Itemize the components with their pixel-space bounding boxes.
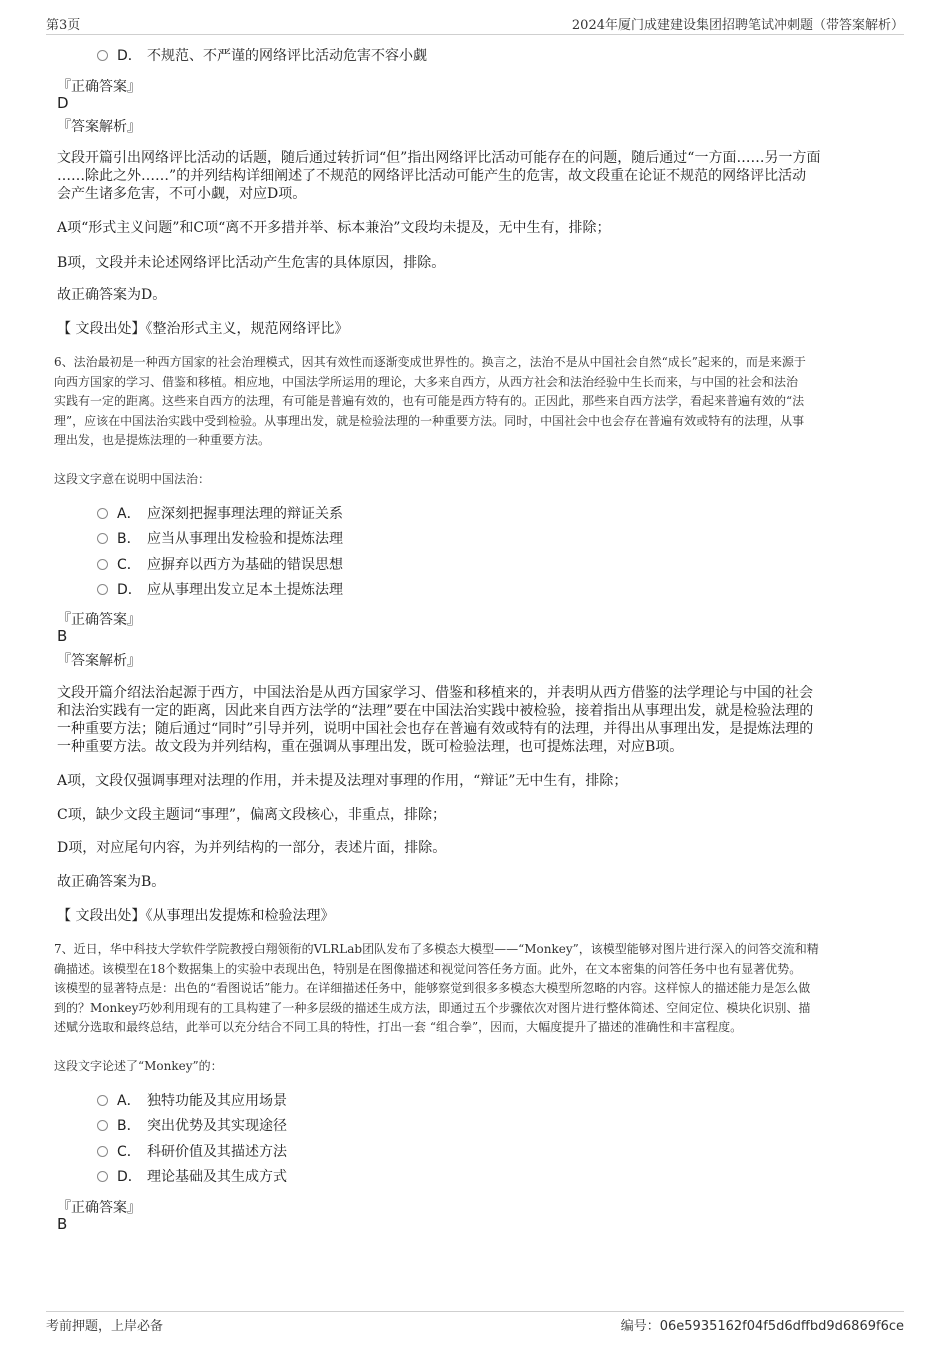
q6-note-a: A项，文段仅强调事理对法理的作用，并未提及法理对事理的作用，“辩证”无中生有，排除； <box>57 773 628 789</box>
q5-analysis-label: 『答案解析』 <box>57 119 141 135</box>
analysis-line: 一种重要方法。故文段为并列结构，重在强调从事理出发，既可检验法理，也可提炼法理，对应B项。 <box>57 739 684 755</box>
radio-icon[interactable] <box>97 1146 108 1157</box>
page-header <box>46 12 904 35</box>
q5-note-b: B项，文段并未论述网络评比活动产生危害的具体原因，排除。 <box>57 255 446 271</box>
stem-line: 理”，应该在中国法治实践中受到检验。从事理出发，就是检验法理的一种重要方法。同时，中国社会中也会存在普遍有效或特有的法理，从事 <box>54 413 805 428</box>
q5-conclusion: 故正确答案为D。 <box>57 287 167 303</box>
q7-stem <box>54 940 899 1038</box>
q6-source: 【 文段出处】《从事理出发提炼和检验法理》 <box>57 908 335 924</box>
q5-source: 【 文段出处】《整治形式主义，规范网络评比》 <box>57 321 349 337</box>
analysis-line: 文段开篇引出网络评比活动的话题，随后通过转折词“但”指出网络评比活动可能存在的问题，随后通过“一方面……另一方面 <box>57 150 821 166</box>
q6-prompt: 这段文字意在说明中国法治： <box>54 472 211 486</box>
q6-analysis-label: 『答案解析』 <box>57 653 141 669</box>
q7-answer-label: 『正确答案』 <box>57 1200 141 1216</box>
q7-prompt: 这段文字论述了“Monkey”的： <box>54 1059 223 1073</box>
q6-conclusion: 故正确答案为B。 <box>57 874 166 890</box>
radio-icon[interactable] <box>97 533 108 544</box>
page-number: 第3页 <box>46 18 81 33</box>
document-code: 编号：06e5935162f04f5d6dffbd9d6869f6ce <box>620 1319 904 1334</box>
stem-line: 向西方国家的学习、借鉴和移植。相应地，中国法学所运用的理论，大多来自西方，从西方社会和法治经验中生长而来，与中国的社会和法治 <box>54 374 799 389</box>
stem-line: 6、法治最初是一种西方国家的社会治理模式，因其有效性而逐渐变成世界性的。换言之，法治不是从中国社会自然“成长”起来的，而是来源于 <box>54 355 806 369</box>
q6-note-c: C项，缺少文段主题词“事理”，偏离文段核心，非重点，排除； <box>57 807 447 823</box>
radio-icon[interactable] <box>97 508 108 519</box>
q6-option-a[interactable]: A． 应深刻把握事理法理的辩证关系 <box>97 503 343 525</box>
document-title: 2024年厦门成建建设集团招聘笔试冲刺题（带答案解析） <box>571 18 904 33</box>
q6-note-d: D项，对应尾句内容，为并列结构的一部分，表述片面，排除。 <box>57 840 447 856</box>
q7-option-b[interactable]: B． 突出优势及其实现途径 <box>97 1115 287 1137</box>
q7-option-c[interactable]: C． 科研价值及其描述方法 <box>97 1141 287 1163</box>
q6-option-c[interactable]: C． 应摒弃以西方为基础的错误思想 <box>97 554 343 576</box>
q5-note-a: A项“形式主义问题”和C项“离不开多措并举、标本兼治”文段均未提及，无中生有，排除； <box>57 220 611 236</box>
q5-option-d[interactable]: D． 不规范、不严谨的网络评比活动危害不容小觑 <box>97 45 427 67</box>
analysis-line: 文段开篇介绍法治起源于西方，中国法治是从西方国家学习、借鉴和移植来的，并表明从西方借鉴的法学理论与中国的社会 <box>57 685 813 701</box>
radio-icon[interactable] <box>97 50 108 61</box>
q5-answer-label: 『正确答案』 <box>57 79 141 95</box>
page-footer <box>46 1311 904 1334</box>
q5-answer: D <box>57 94 69 112</box>
stem-line: 理出发，也是提炼法理的一种重要方法。 <box>54 433 271 447</box>
q7-answer: B <box>57 1215 68 1233</box>
analysis-line: 和法治实践有一定的距离，因此来自西方法学的“法理”要在中国法治实践中被检验，接着指出从事理出发，就是检验法理的 <box>57 703 814 719</box>
footer-slogan: 考前押题，上岸必备 <box>46 1319 164 1334</box>
radio-icon[interactable] <box>97 1095 108 1106</box>
stem-line: 确描述。该模型在18个数据集上的实验中表现出色，特别是在图像描述和视觉问答任务方面。此外，在文本密集的问答任务中也有显著优势。 <box>54 961 802 976</box>
radio-icon[interactable] <box>97 559 108 570</box>
analysis-line: 一种重要方法；随后通过“同时”引导并列，说明中国社会也存在普遍有效或特有的法理，并得出从事理出发，是提炼法理的 <box>57 721 814 737</box>
stem-line: 该模型的显著特点是：出色的“看图说话”能力。在详细描述任务中，能够察觉到很多多模态大模型所忽略的内容。这样惊人的描述能力是怎么做 <box>54 981 811 995</box>
q5-analysis <box>57 149 897 203</box>
q6-analysis <box>57 684 897 756</box>
radio-icon[interactable] <box>97 1120 108 1131</box>
radio-icon[interactable] <box>97 584 108 595</box>
stem-line: 到的？Monkey巧妙利用现有的工具构建了一种多层级的描述生成方法，即通过五个步骤依次对图片进行整体简述、空间定位、模块化识别、描 <box>54 1000 811 1015</box>
analysis-line: 会产生诸多危害，不可小觑，对应D项。 <box>57 186 307 202</box>
q7-option-a[interactable]: A． 独特功能及其应用场景 <box>97 1090 287 1112</box>
radio-icon[interactable] <box>97 1171 108 1182</box>
q7-option-d[interactable]: D． 理论基础及其生成方式 <box>97 1166 287 1188</box>
stem-line: 述赋分选取和最终总结，此举可以充分结合不同工具的特性，打出一套 “组合拳”，因而，大幅度提升了描述的准确性和丰富程度。 <box>54 1020 743 1034</box>
q6-stem <box>54 353 899 451</box>
stem-line: 实践有一定的距离。这些来自西方的法理，有可能是普遍有效的，也有可能是西方特有的。正因此，那些来自西方法学，看起来普遍有效的“法 <box>54 394 805 408</box>
stem-line: 7、近日，华中科技大学软件学院教授白翔领衔的VLRLab团队发布了多模态大模型——“Monkey”，该模型能够对图片进行深入的问答交流和精 <box>54 942 819 956</box>
q6-option-b[interactable]: B． 应当从事理出发检验和提炼法理 <box>97 528 343 550</box>
q6-option-d[interactable]: D． 应从事理出发立足本土提炼法理 <box>97 579 343 601</box>
q6-answer: B <box>57 627 68 645</box>
q6-answer-label: 『正确答案』 <box>57 612 141 628</box>
analysis-line: ……除此之外……”的并列结构详细阐述了不规范的网络评比活动可能产生的危害，故文段重在论证不规范的网络评比活动 <box>57 168 807 184</box>
